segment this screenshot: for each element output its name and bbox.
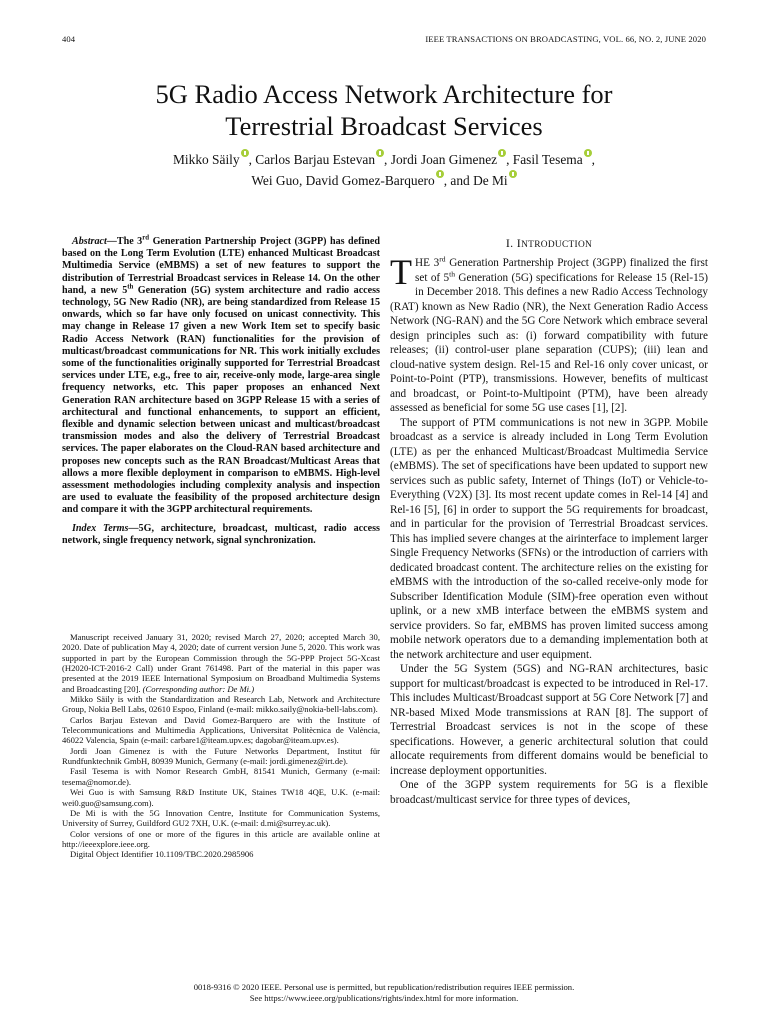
- section-heading: [390, 236, 708, 252]
- footnote-affiliation: Wei Guo is with Samsung R&D Institute UK, Staines TW18 4QE, U.K. (e-mail: wei0.guo@samsung.com).: [62, 787, 380, 808]
- footnote-color-versions: Color versions of one or more of the figures in this article are available online at http://ieeexplore.ieee.org.: [62, 828, 380, 849]
- page-number: 404: [62, 34, 76, 44]
- superscript: th: [449, 268, 456, 278]
- abstract-text: Generation (5G) system architecture and radio access technology, 5G New Radio (NR), are being standardized from Release 15 onwards, which so far have only focused on unicast connectivity. This may change in Release 17 given a new Work Item set to specify basic Radio Access Network (RAN) functionalities for the provision of multicast/broadcast communications for NR. This work initially excludes some of the functionalities originally supported for Terrestrial Broadcast services under LTE, e.g., free to air, receive-only mode, large-area single frequency networks, etc. This paper proposes an enhanced Next Generation RAN architecture based on 3GPP Release 15 with a series of architectural and functional enhancements, to support an efficient, flexible and dynamic selection between unicast and multicast/broadcast transmission modes and also the delivery of Terrestrial Broadcast services. The paper elaborates on the Cloud-RAN based architecture and proposes new concepts such as the RAN Broadcast/Multicast Areas that allows a more flexible deployment in comparison to eMBMS. High-level assessment methodologies including complexity analysis and inspection are used to evaluate the feasibility of the proposed architecture design and compare it with the 3GPP architectural requirements.: [62, 284, 380, 516]
- copyright-line-2: See https://www.ieee.org/publications/rights/index.html for more information.: [249, 993, 519, 1003]
- corresponding-author: (Corresponding author: De Mi.): [142, 683, 255, 694]
- title-line-2: Terrestrial Broadcast Services: [225, 111, 543, 141]
- orcid-icon[interactable]: [376, 149, 384, 157]
- author-4: , Fasil Tesema: [506, 152, 583, 167]
- copyright-line-1: 0018-9316 © 2020 IEEE. Personal use is permitted, but republication/redistribution requires IEEE permission.: [193, 982, 575, 992]
- footnote-affiliation: Fasil Tesema is with Nomor Research GmbH, 81541 Munich, Germany (e-mail: tesema@nomor.de).: [62, 766, 380, 787]
- author-3: , Jordi Joan Gimenez: [384, 152, 498, 167]
- abstract-text: Generation Partnership Project (3GPP) has defined based on the Long Term Evolution (LTE) enhanced Multicast Broadcast Multimedia Service (eMBMS) a set of new features to support the distribution of Terrestrial Broadcast services in Release 14. On the other hand, a new 5: [62, 236, 380, 296]
- section-title-initial: I: [516, 236, 522, 250]
- footnote-text: Manuscript received January 31, 2020; revised March 27, 2020; accepted March 30, 2020. Date of publication May 4, 2020; date of current version June 5, 2020. This work was supported in part by the European Commission through the 5G-PPP Project 5G-Xcast (H2020-ICT-2016-2 Call) under Grant 761498. Part of the material in this paper was presented at the 2019 IEEE International Symposium on Broadband Multimedia Systems and Broadcasting [20].: [62, 632, 380, 694]
- paragraph-text: Generation Partnership Project (3GPP) finalized the first set of 5: [415, 257, 708, 284]
- author-4-end: ,: [591, 152, 595, 167]
- index-terms-label: Index Terms—: [72, 522, 139, 534]
- footnote-manuscript: [62, 632, 380, 694]
- author-2: , Carlos Barjau Estevan: [248, 152, 376, 167]
- section-title-rest: NTRODUCTION: [521, 240, 593, 250]
- journal-header: IEEE TRANSACTIONS ON BROADCASTING, VOL. 66, NO. 2, JUNE 2020: [425, 34, 706, 44]
- superscript: rd: [439, 254, 446, 264]
- superscript: th: [127, 283, 134, 291]
- footnote-affiliation: Mikko Säily is with the Standardization and Research Lab, Network and Architecture Group, Nokia Bell Labs, 02610 Espoo, Finland (e-mail: mikko.saily@nokia-bell-labs.com).: [62, 694, 380, 715]
- author-6: , and De Mi: [443, 173, 508, 188]
- abstract-text: The 3: [116, 236, 143, 247]
- author-5: Wei Guo, David Gomez-Barquero: [251, 173, 435, 188]
- title-line-1: 5G Radio Access Network Architecture for: [155, 79, 613, 109]
- drop-cap: T: [390, 252, 412, 292]
- footnote-affiliation: De Mi is with the 5G Innovation Centre, Institute for Communication Systems, University of Surrey, Guildford GU2 7XH, U.K. (e-mail: d.mi@surrey.ac.uk).: [62, 807, 380, 829]
- abstract: [62, 236, 380, 517]
- left-column: [62, 236, 380, 547]
- paragraph-text: Generation (5G) specifications for Release 15 (Rel-15) in December 2018. This defines a new Radio Access Technology (RAT) known as New Radio (NR), the Next Generation Radio Access Network (NG-RAN) and the 5G Core Network which embrace several design principles such as: (i) forward compatibility with future releases; (ii) control-user plane separation (CUPS); (iii) lean and cloud-native system design. Rel-15 and Rel-16 only cover unicast, or Point-to-Point (PTP), transmissions. However, benefits of multicast and broadcast, or Point-to-Multipoint (PTM), have been already assessed as beneficial for some 5G use cases [1], [2].: [390, 271, 708, 414]
- superscript: rd: [142, 234, 150, 242]
- index-terms-text: 5G, architecture, broadcast, multicast, radio access network, single frequency network, signal synchronization.: [62, 522, 380, 546]
- section-number: I.: [505, 236, 517, 250]
- index-terms: [62, 523, 380, 547]
- orcid-icon[interactable]: [509, 170, 517, 178]
- abstract-label: Abstract—: [72, 236, 117, 247]
- orcid-icon[interactable]: [436, 170, 444, 178]
- paragraph: Under the 5G System (5GS) and NG-RAN architectures, basic support for multicast/broadcast is expected to be introduced in Rel-17. This includes Multicast/Broadcast support at 5G Core Network [7] and NR-based Mixed Mode transmissions at RAN [8]. The support of Terrestrial Broadcast services is not in the scope of these specifications. However, a generic architectural solution that could allocate requirements from different domains would be beneficial to increase deployment opportunities.: [390, 663, 708, 777]
- footnote-affiliation: Carlos Barjau Estevan and David Gomez-Barquero are with the Institute of Telecommunications and Multimedia Applications, Universitat Politècnica de València, 46022 Valencia, Spain (e-mail: carbare1@iteam.upv.es; dagobar@iteam.upv.es).: [62, 714, 380, 746]
- body-text: [390, 252, 708, 807]
- paragraph: The support of PTM communications is not new in 3GPP. Mobile broadcast as a service is already included in Long Term Evolution (LTE) as per the enhanced Multicast/Broadcast Multimedia Service (eMBMS). The set of specifications have been updated to support new services such as public safety, Internet of Things (IoT) or Vehicle-to-Everything (V2X) [3]. Its most recent update comes in Rel-14 [4] and Rel-16 [5], [6] in order to support the 5G requirements for broadcast, and in particular for the provision of Terrestrial Broadcast services. This has implied severe changes at the airinterface to implement larger Single Frequency Networks (SFNs) or the introduction of carriers with dedicated broadcast content. The architecture relies on the existing for eMBMS with the introduction of the so-called receive-only mode for Subscriber Identification Module (SIM)-free operation even without uplink, or a new xMB interface between the eMBMS system and service providers. So far, eMBMS has proven limited success among mobile network operators due to a demanding implementation both at the network architecture and user equipment.: [390, 416, 708, 661]
- footnote-doi: Digital Object Identifier 10.1109/TBC.2020.2985906: [70, 849, 254, 860]
- orcid-icon[interactable]: [584, 149, 592, 157]
- copyright-notice: [0, 982, 768, 1004]
- orcid-icon[interactable]: [498, 149, 506, 157]
- author-list: [0, 149, 768, 191]
- author-1: Mikko Säily: [173, 152, 240, 167]
- footnotes: [62, 632, 380, 860]
- paragraph: [390, 252, 708, 416]
- footnote-affiliation: Jordi Joan Gimenez is with the Future Networks Department, Institut für Rundfunktechnik GmbH, 80939 Munich, Germany (e-mail: jordi.gimenez@irt.de).: [62, 745, 380, 767]
- paper-title: [0, 78, 768, 142]
- orcid-icon[interactable]: [241, 149, 249, 157]
- paragraph-text: HE 3: [415, 257, 440, 269]
- paragraph: One of the 3GPP system requirements for 5G is a flexible broadcast/multicast service for three types of devices,: [390, 779, 708, 806]
